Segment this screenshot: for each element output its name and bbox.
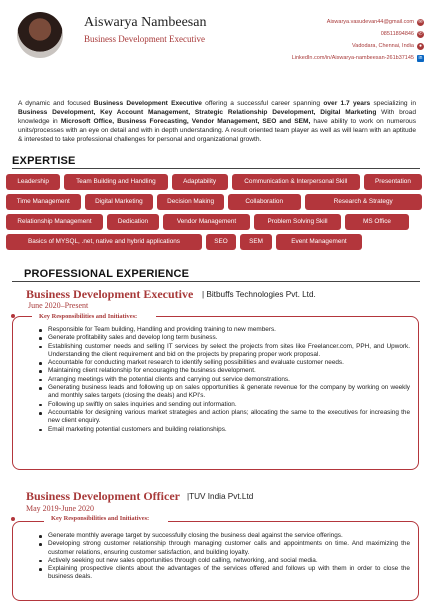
bullet-item: Accountable for conducting market research to identify selling possibilities and evaluate customer needs.	[36, 359, 410, 367]
skills-row	[6, 194, 422, 210]
summary-bold: Business Development, Key Account Management, Strategic Relationship Development, Digital Marketing	[18, 109, 377, 116]
resume-header	[0, 0, 432, 95]
bullet-item: Maintaining client relationship for encouraging the business development.	[36, 367, 410, 375]
skills-row	[6, 174, 422, 190]
skill-pill: SEO	[206, 234, 236, 250]
job-dates: June 2020–Present	[28, 301, 89, 310]
summary-bold: over 1.7 years	[323, 100, 371, 107]
expertise-heading: EXPERTISE	[12, 155, 76, 167]
location-text: Vadodara, Chennai, India	[352, 43, 414, 49]
skill-pill: Decision Making	[157, 194, 224, 210]
responsibilities-heading: Key Responsibilities and Initiatives:	[51, 515, 150, 522]
job-dates: May 2019-June 2020	[26, 504, 94, 513]
experience-divider	[12, 281, 420, 282]
contact-phone[interactable]	[292, 28, 424, 40]
bullet-item: Explaining prospective clients about the advantages of the services offered and follows up with them in order to close the business deals.	[36, 565, 410, 582]
skill-pill: Digital Marketing	[85, 194, 154, 210]
profile-summary	[18, 99, 416, 144]
location-icon: ●	[418, 42, 423, 49]
summary-text: have ability to work on numerous units/processes with an eye on detail and with in depth understanding. A result oriented team player as well as will learn with an aptitude & interested to take professional challenges for personal and organizational growth.	[18, 118, 416, 143]
job-title: Business Development Executive	[26, 287, 194, 301]
bullet-item: Generate monthly average target by successfully closing the business deal against the service offerings.	[36, 532, 410, 540]
job-bullets	[36, 532, 410, 582]
contact-email[interactable]	[292, 16, 424, 28]
responsibilities-heading: Key Responsibilities and Initiatives:	[39, 313, 138, 320]
phone-text: 08511894846	[380, 31, 414, 37]
contact-location	[292, 40, 424, 52]
summary-text: specializing in	[370, 100, 416, 107]
bullet-item: Actively seeking out new sales opportunities through cold calling, networking, and social media.	[36, 557, 410, 565]
skill-pill: SEM	[240, 234, 272, 250]
job-company: | Bitbuffs Technologies Pvt. Ltd.	[202, 290, 316, 299]
skills-row	[6, 214, 422, 230]
summary-text: With broad knowledge in	[18, 109, 416, 125]
skills-row	[6, 234, 422, 250]
bullet-item: Developing strong customer relationship through managing customer calls and appointments on time. And maximizing the customer relations, ensuring customer satisfaction, and building loyalty.	[36, 540, 410, 557]
skill-pill: Time Management	[6, 194, 81, 210]
summary-bold: Business Development Executive	[93, 100, 202, 107]
linkedin-text: LinkedIn.com/in/Aiswarya-nambeesan-261b37145	[291, 55, 414, 61]
skill-pill: Event Management	[276, 234, 362, 250]
skill-pill: Team Building and Handling	[64, 174, 167, 190]
linkedin-icon: in	[418, 54, 423, 61]
skill-pill: Relationship Management	[6, 214, 103, 230]
summary-text: offering a successful career spanning	[201, 100, 324, 107]
contact-info	[292, 16, 424, 64]
bullet-item: Following up swiftly on sales inquiries and sending out information.	[36, 401, 410, 409]
contact-linkedin[interactable]	[292, 52, 424, 64]
skill-pill: Leadership	[6, 174, 60, 190]
skill-pill: Vendor Management	[163, 214, 250, 230]
skill-pill: Dedication	[107, 214, 159, 230]
job-company: |TUV India Pvt.Ltd	[187, 492, 254, 501]
bullet-item: Accountable for designing various market strategies and action plans; allocating the same to the executives for increasing the new client enquiry.	[36, 409, 410, 426]
skill-pill: Communication & Interpersonal Skill	[232, 174, 360, 190]
avatar	[17, 12, 63, 58]
timeline-dot	[11, 314, 15, 318]
summary-bold: Microsoft Office, Business Forecasting, Vendor Management, SEO and SEM,	[60, 118, 311, 125]
skill-pill: Presentation	[364, 174, 422, 190]
candidate-role: Business Development Executive	[84, 34, 205, 44]
expertise-skills	[6, 174, 422, 254]
bullet-item: Establishing customer needs and selling IT services by select the projects from sites like Freelancer.com, PPH, and Upwork. Understanding the client requirement and bid on the projects by preparing proper work proposal.	[36, 343, 410, 360]
skill-pill: Basics of MYSQL, .net, native and hybrid applications	[6, 234, 202, 250]
skill-pill: Collaboration	[228, 194, 301, 210]
bullet-item: Generate profitability sales and develop long term business.	[36, 334, 410, 342]
summary-text: A dynamic and focused	[18, 100, 94, 107]
candidate-name: Aiswarya Nambeesan	[84, 15, 207, 30]
skill-pill: Adaptability	[172, 174, 228, 190]
bullet-item: Email marketing potential customers and building relationships.	[36, 426, 410, 434]
job-title: Business Development Officer	[26, 489, 180, 503]
phone-icon: ✆	[418, 30, 423, 37]
timeline-dot	[11, 517, 15, 521]
skill-pill: MS Office	[345, 214, 409, 230]
job-bullets	[36, 326, 410, 434]
experience-heading: PROFESSIONAL EXPERIENCE	[24, 268, 190, 280]
expertise-divider	[12, 168, 420, 169]
skill-pill: Research & Strategy	[305, 194, 423, 210]
skill-pill: Problem Solving Skill	[254, 214, 341, 230]
email-icon: ✉	[418, 18, 423, 25]
bullet-item: Responsible for Team building, Handling and providing training to new members.	[36, 326, 410, 334]
bullet-item: Generating business leads and following up on sales opportunities & generate revenue for the company by working on weekly and monthly sales targets (closing the deals) and KPI's.	[36, 384, 410, 401]
bullet-item: Arranging meetings with the potential clients and carrying out service demonstrations.	[36, 376, 410, 384]
email-text: Aiswarya.vasudevan44@gmail.com	[326, 19, 414, 25]
